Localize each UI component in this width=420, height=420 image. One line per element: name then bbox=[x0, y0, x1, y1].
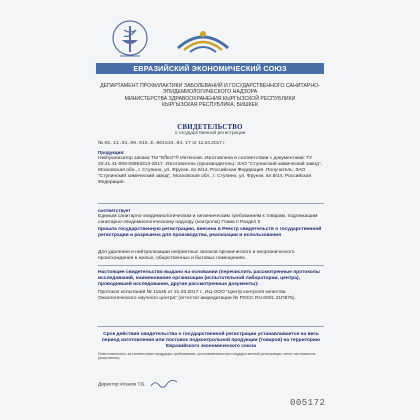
validity-note: Срок действия свидетельства о государственной регистрации устанавливается на весь период изготовления или поставок подконтрольной продукции (товаров) на территорию Евразийского экономического союза bbox=[101, 332, 321, 349]
registration-date: 11.04.2017 г. bbox=[198, 141, 226, 146]
department-line: КЫРГЫЗСКАЯ РЕСПУБЛИКА, БИШКЕК bbox=[162, 102, 258, 109]
divider bbox=[98, 326, 324, 327]
eaeu-logo-icon bbox=[172, 22, 234, 62]
director-signature-line bbox=[98, 379, 324, 389]
basis-text: Протокол испытаний № 11545 от 21.03.2017 г., ИЦ ООО "Центр контроля качества Онкологического научного центра" (аттестат аккредитации № РОСС RU.0001.21ПК75). bbox=[98, 289, 296, 301]
compliance-section bbox=[98, 208, 324, 239]
usage-text: Для удаления и нейтрализации неприятных запахов органического и неорганического происхождения в жилых, общественных и бытовых помещениях. bbox=[98, 250, 295, 261]
number-label: № bbox=[98, 141, 104, 146]
basis-heading: Настоящее свидетельство выдано на основании (перечислить рассмотренные протоколы исследований, наименование организации (испытательной лаборатории, центра), проводившей исследования, другие рассмотренные документы): bbox=[98, 270, 320, 287]
serial-number: 005172 bbox=[290, 398, 326, 408]
product-label: Продукция: bbox=[98, 150, 125, 155]
department-line: ДЕПАРТАМЕНТ ПРОФИЛАКТИКИ ЗАБОЛЕВАНИЙ И ГОСУДАРСТВЕННОГО САНИТАРНО- bbox=[100, 83, 320, 89]
compliance-heading: прошла государственную регистрацию, внесена в Реестр свидетельств о государственной регистрации и разрешена для производства, реализации и использования bbox=[98, 226, 322, 238]
basis-section bbox=[98, 270, 324, 302]
hygieia-emblem-icon bbox=[110, 18, 150, 62]
department-line: ЭПИДЕМИОЛОГИЧЕСКОГО НАДЗОРА bbox=[162, 89, 258, 96]
signature-icon bbox=[150, 379, 178, 389]
compliance-label: соответствует bbox=[98, 208, 131, 213]
usage-section bbox=[98, 250, 324, 262]
registration-line bbox=[98, 141, 324, 146]
divider bbox=[98, 265, 324, 266]
date-label: от bbox=[192, 141, 197, 146]
union-name-banner: ЕВРАЗИЙСКИЙ ЭКОНОМИЧЕСКИЙ СОЮЗ bbox=[96, 63, 324, 74]
product-text: Нейтрализатор запаха ТМ "Effect"® Интенсив. Изготовлена в соответствии с документами: ТУ 20.41.41-009-03953313-2017. Изготовитель (производитель): ЗАО "Ступинский химический завод", Московская обл., г. Ступино, ул. Фрунзе, вл.9/14, Российская Федерация. Получатель: ЗАО "Ступинский химический завод", Московская обл., г. Ступино, ул. Фрунзе, вл.9/14, Российская Федерация. bbox=[98, 155, 322, 185]
registration-number: KG.11.01.09.015.E.001534.04.17 bbox=[104, 141, 191, 146]
director-name: Директор Исаков Т.Б. bbox=[98, 382, 146, 388]
compliance-text: Единым санитарно-эпидемиологическим и гигиеническим требованиям к товарам, подлежащим санитарно-эпидемиологическому надзору (контролю) Глава II Раздел 5 bbox=[98, 213, 318, 225]
product-section bbox=[98, 150, 324, 185]
department-line: МИНИСТЕРСТВА ЗДРАВООХРАНЕНИЯ КЫРГЫЗСКОЙ РЕСПУБЛИКИ bbox=[124, 95, 296, 102]
certificate-subtitle: о государственной регистрации bbox=[174, 131, 246, 136]
divider bbox=[98, 203, 324, 204]
department-header bbox=[96, 83, 324, 109]
certificate-title: СВИДЕТЕЛЬСТВО bbox=[177, 124, 243, 131]
responsibility-note: Ответственность за соответствие продукции требованиям, установленным при государственной регистрации, несет изготовитель (получатель). bbox=[98, 352, 316, 361]
